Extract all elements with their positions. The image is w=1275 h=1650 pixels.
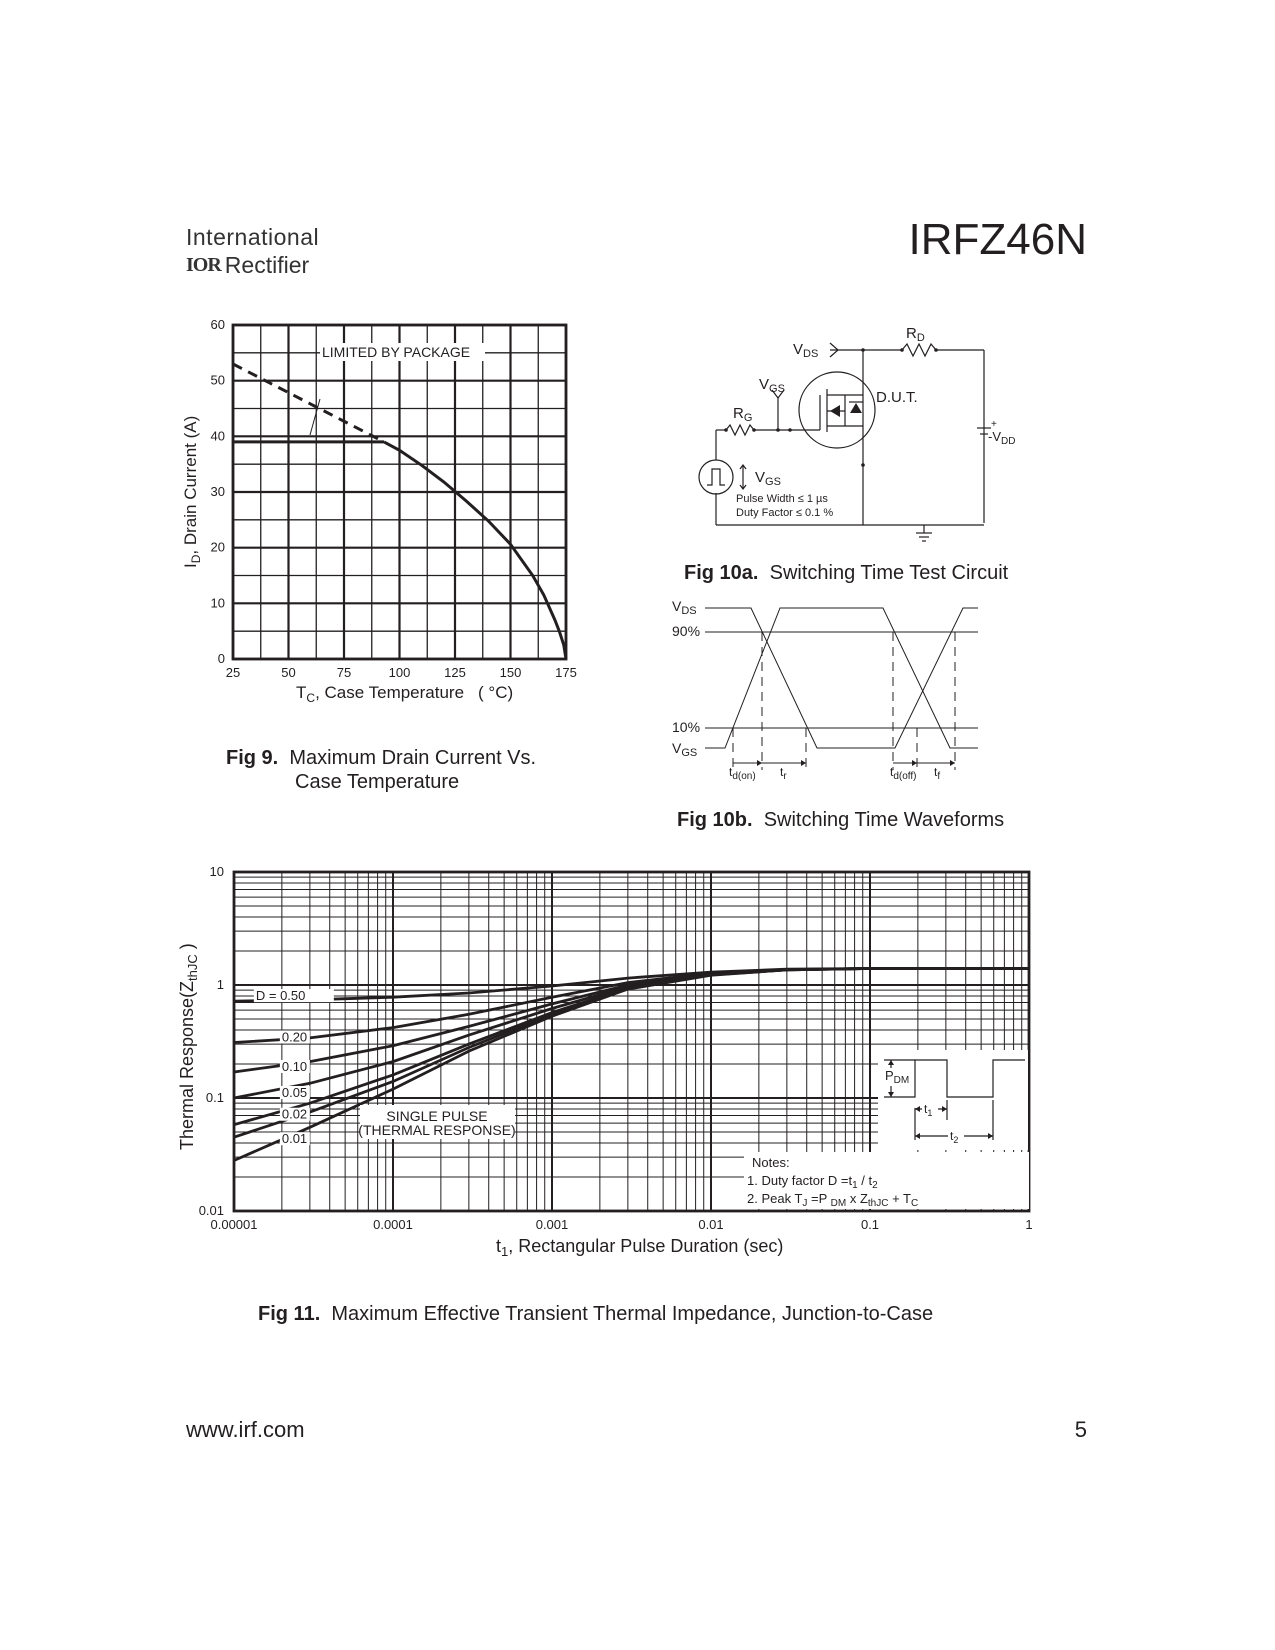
fig10a-circuit [680,315,1050,550]
brand-name-bottom: Rectifier [224,252,310,278]
fig9-xtick: 125 [444,665,466,680]
fig9-chart [170,310,600,720]
fig9-ticks [211,317,577,680]
single-pulse-label: SINGLE PULSE [386,1108,488,1124]
fig11-ytick: 0.1 [205,1090,224,1105]
circuit-vdd-label: $-V_{DD}$ [988,429,1016,447]
circuit-vds-label: $V_{DS}$ [793,341,819,360]
fig9-ytick: 60 [210,317,225,332]
fig9-dashed-curve [233,364,384,442]
fig9-ytick: 0 [217,651,225,666]
fig11-xlabel: $t_1$, Rectangular Pulse Duration (sec) [496,1236,784,1259]
t1-label: $t_1$ [924,1102,933,1118]
fig10a-caption: Fig 10a. Switching Time Test Circuit [684,562,1009,584]
circuit-rg-label: $R_G$ [733,405,753,424]
fig9-caption: Fig 9. Maximum Drain Current Vs. [226,747,537,769]
rg-resistor [726,425,754,435]
fig9-xtick: 50 [281,665,296,680]
fig9-xtick: 25 [225,665,241,680]
fig9-ylabel: $I_D$, Drain Current (A) [181,415,203,568]
fig11-ylabel: Thermal $Response(Z_{thJC}$ ) [177,943,200,1150]
circuit-duty-factor: Duty Factor ≤ 0.1 % [736,507,834,519]
fig11-xtick: 0.0001 [373,1217,413,1232]
fig9-xtick: 100 [388,665,411,680]
fig11-chart [170,860,1050,1265]
fig9-xtick: 150 [499,665,522,680]
note-2: 2. Peak $T_J =P$ $_{DM}$ x $Z_{thJC} + T_C$ [747,1191,919,1209]
footer-page-number: 5 [1074,1417,1087,1442]
wave-tr-label: $t_r$ [780,765,787,782]
wave-vds-label: $V_{DS}$ [672,598,697,617]
wave-tf-label: $t_f$ [934,765,941,782]
vds-waveform [705,608,978,748]
circuit-rd-label: $R_D$ [906,325,925,344]
circuit-pulse-width: Pulse Width ≤ 1 µs [736,493,828,505]
t2-label: $t_2$ [950,1129,959,1145]
fig10b-waveforms [665,595,995,795]
fig9-xtick: 75 [336,665,352,680]
circuit-vgs-label: $V_{GS}$ [759,376,785,395]
notes-title: Notes: [752,1155,790,1170]
rd-resistor [902,344,936,356]
wave-vgs-label: $V_{GS}$ [672,740,698,759]
circuit-vgs2-label: $V_{GS}$ [755,469,781,488]
fig11-curve-label: 0.05 [281,1085,308,1100]
fig11-xtick: 0.00001 [210,1217,258,1232]
pdm-label: $P_{DM}$ [885,1068,910,1086]
fig11-curve-label: 0.01 [281,1131,308,1147]
fig9-ytick: 40 [210,428,225,444]
fig9-caption-line2: Case Temperature [295,771,460,793]
fig11-caption: Fig 11. Maximum Effective Transient Thermal Impedance, Junction-to-Case [258,1303,934,1325]
wave-tdon-label: $t_{d(on)}$ [729,765,756,782]
vgs-waveform [705,608,978,748]
brand-logo-line [186,252,309,279]
wave-90-label: 90% [672,623,701,639]
note-1: 1. Duty factor $D =t_1 / t_2$ [747,1173,878,1191]
fig9-xtick: 175 [555,665,577,680]
fig11-xtick: 0.1 [860,1217,880,1232]
fig11-curve-label: 0.10 [281,1058,308,1074]
part-number: IRFZ46N [908,215,1087,264]
fig11-ytick: 0.01 [198,1203,224,1218]
fig9-grid [233,325,566,659]
fig9-ytick: 30 [210,484,225,499]
fig9-ytick: 10 [210,595,225,611]
ior-logo: IOR [186,254,221,276]
fig11-curve [234,969,1029,1043]
fig11-xtick: 0.001 [535,1217,569,1232]
fig11-xtick: 0.01 [698,1217,724,1232]
fig11-curve-label: D = 0.50 [255,988,306,1004]
wave-10-label: 10% [672,719,701,735]
circuit-dut-label: D.U.T. [876,389,918,406]
fig11-ytick: 10 [209,864,224,879]
fig11-xtick: 1 [1025,1217,1033,1232]
fig9-ytick: 50 [210,372,225,388]
wave-tdoff-label: $t_{d(off)}$ [890,765,917,782]
fig11-curve-label: 0.02 [281,1106,308,1122]
fig9-xlabel: $T_C$, Case Temperature ( °C) [296,683,514,705]
fig9-annotation: LIMITED BY PACKAGE [322,344,471,360]
circuit-plus: + [991,419,997,430]
single-pulse-sub: (THERMAL RESPONSE) [358,1122,516,1138]
fig11-curve-label: 0.20 [281,1029,308,1045]
brand-name-top: International [186,224,320,250]
fig11-ytick: 1 [216,977,224,992]
fig10b-caption: Fig 10b. Switching Time Waveforms [677,809,1005,831]
footer-website: www.irf.com [186,1417,305,1442]
fig9-ytick: 20 [210,539,225,555]
